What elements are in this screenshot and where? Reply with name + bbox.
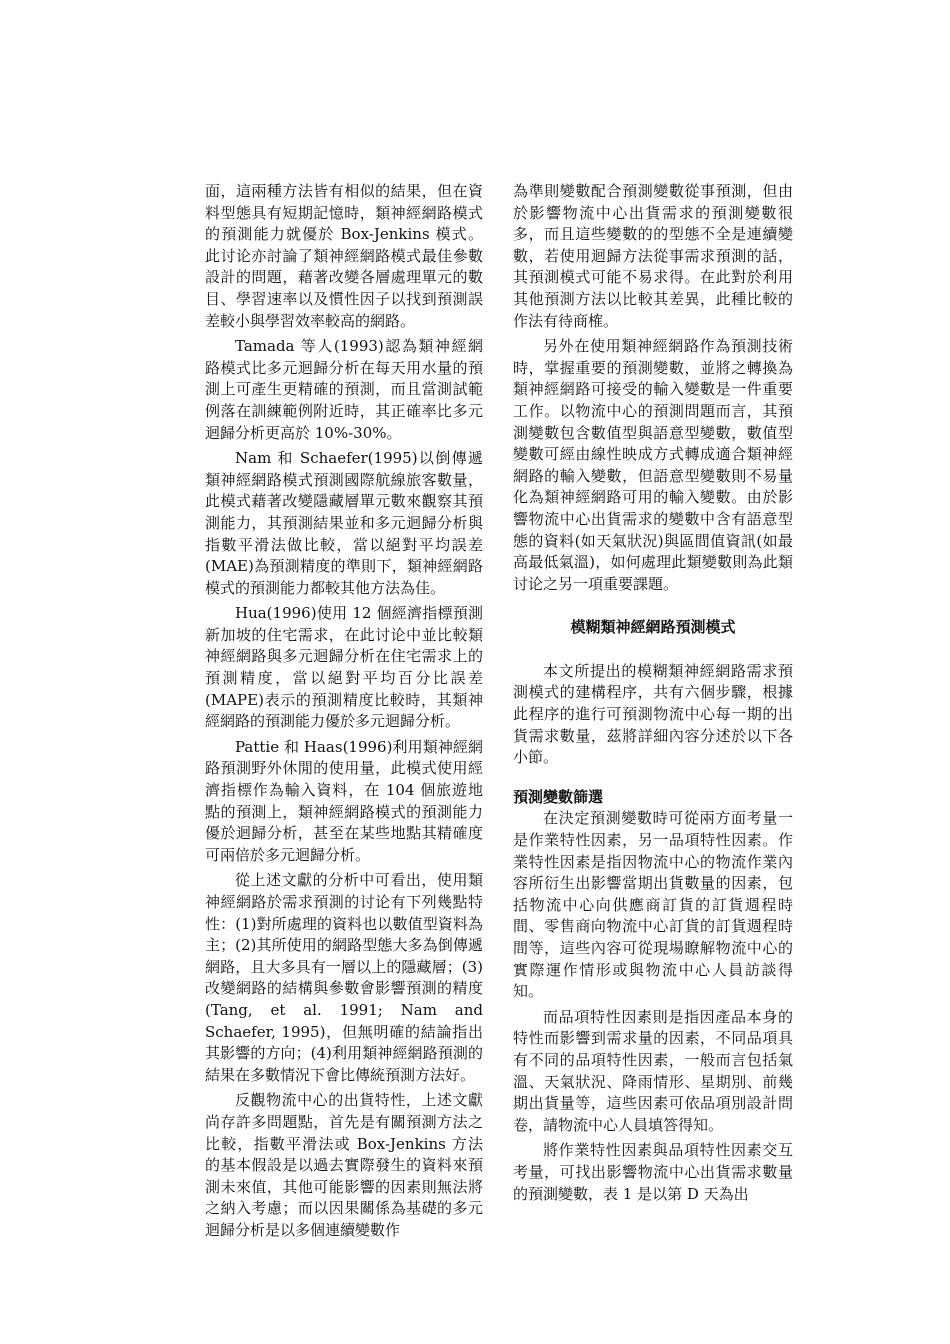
paragraph: 面，這兩種方法皆有相似的結果，但在資料型態具有短期記憶時，類神經網路模式的預測能力就優於 Box-Jenkins 模式。此讨论亦討論了類神經網路模式最佳參數設計的問題，藉著改變各層處理單元的數目、學習速率以及慣性因子以找到預測誤差較小與學習效率較高的網路。 (205, 182, 483, 330)
subsection-title: 預測變數篩選 (513, 787, 604, 806)
paragraph: 反觀物流中心的出貨特性，上述文獻尚存許多問題點，首先是有關預測方法之比較，指數平滑法或 Box-Jenkins 方法的基本假設是以過去實際發生的資料來預測未來值，其他可能影響的因素則無法將之納入考慮；而以因果關係為基礎的多元迴歸分析是以多個連續變數作 (205, 1091, 483, 1239)
paragraph: Hua(1996)使用 12 個經濟指標預測新加坡的住宅需求，在此讨论中並比較類神經網路與多元迴歸分析在住宅需求上的預測精度，當以絕對平均百分比誤差(MAPE)表示的預測精度比較時，其類神經網路的預測能力優於多元迴歸分析。 (205, 604, 483, 731)
paragraph: Pattie 和 Haas(1996)利用類神經網路預測野外休閒的使用量，此模式使用經濟指標作為輸入資料，在 104 個旅遊地點的預測上，類神經網路模式的預測能力優於迴歸分析，甚至在某些地點其精確度可兩倍於多元迴歸分析。 (205, 737, 483, 864)
right-column (513, 181, 793, 1205)
paragraph: 另外在使用類神經網路作為預測技術時，掌握重要的預測變數，並將之轉換為類神經網路可接受的輸入變數是一件重要工作。以物流中心的預測問題而言，其預測變數包含數值型與語意型變數，數值型變數可經由線性映成方式轉成適合類神經網路的輸入變數，但語意型變數則不易量化為類神經網路可用的輸入變數。由於影響物流中心出貨需求的變數中含有語意型態的資料(如天氣狀況)與區間值資訊(如最高最低氣溫)，如何處理此類變數則為此類讨论之另一項重要課題。 (513, 337, 793, 593)
paragraph: 從上述文獻的分析中可看出，使用類神經網路於需求預測的讨论有下列幾點特性：(1)對所處理的資料也以數值型資料為主；(2)其所使用的網路型態大多為倒傳遞網路，且大多具有一層以上的隱藏層；(3)改變網路的結構與參數會影響預測的精度(Tang, et al. 1991; Nam and Schaefer, 1995)，但無明確的結論指出其影響的方向；(4)利用類神經網路預測的結果在多數情況下會比傳統預測方法好。 (205, 871, 483, 1084)
paragraph: 在決定預測變數時可從兩方面考量一是作業特性因素，另一品項特性因素。作業特性因素是指因物流中心的物流作業內容所衍生出影響當期出貨數量的因素，包括物流中心向供應商訂貨的訂貨週程時間、零售商向物流中心訂貨的訂貨週程時間等，這些內容可從現場瞭解物流中心的實際運作情形或與物流中心人員訪談得知。 (513, 809, 793, 1001)
paragraph: 將作業特性因素與品項特性因素交互考量，可找出影響物流中心出貨需求數量的預測變數，表 1 是以第 D 天為出 (513, 1141, 793, 1203)
paragraph: Tamada 等人(1993)認為類神經網路模式比多元迴歸分析在每天用水量的預測上可產生更精確的預測，而且當測試範例落在訓練範例附近時，其正確率比多元迴歸分析更高於 10%-30%。 (205, 337, 483, 442)
paragraph: 為準則變數配合預測變數從事預測，但由於影響物流中心出貨需求的預測變數很多，而且這些變數的的型態不全是連續變數，若使用迴歸方法從事需求預測的話，其預測模式可能不易求得。在此對於利用其他預測方法以比較其差異，此種比較的作法有待商榷。 (513, 182, 793, 330)
paragraph: Nam 和 Schaefer(1995)以倒傳遞類神經網路模式預測國際航線旅客數量，此模式藉著改變隱藏層單元數來觀察其預測能力，其預測結果並和多元迴歸分析與指數平滑法做比較，當以絕對平均誤差(MAE)為預測精度的準則下，類神經網路模式的預測能力都較其他方法為佳。 (205, 449, 483, 597)
section-title: 模糊類神經網路預測模式 (570, 618, 736, 637)
paragraph: 而品項特性因素則是指因產品本身的特性而影響到需求量的因素，不同品項具有不同的品項特性因素，一般而言包括氣溫、天氣狀況、降雨情形、星期別、前幾期出貨量等，這些因素可依品項別設計問卷，請物流中心人員填答得知。 (513, 1007, 793, 1134)
left-column (205, 181, 483, 1242)
paragraph: 本文所提出的模糊類神經網路需求預測模式的建構程序，共有六個步驟，根據此程序的進行可預測物流中心每一期的出貨需求數量，茲將詳細內容分述於以下各小節。 (513, 661, 793, 767)
